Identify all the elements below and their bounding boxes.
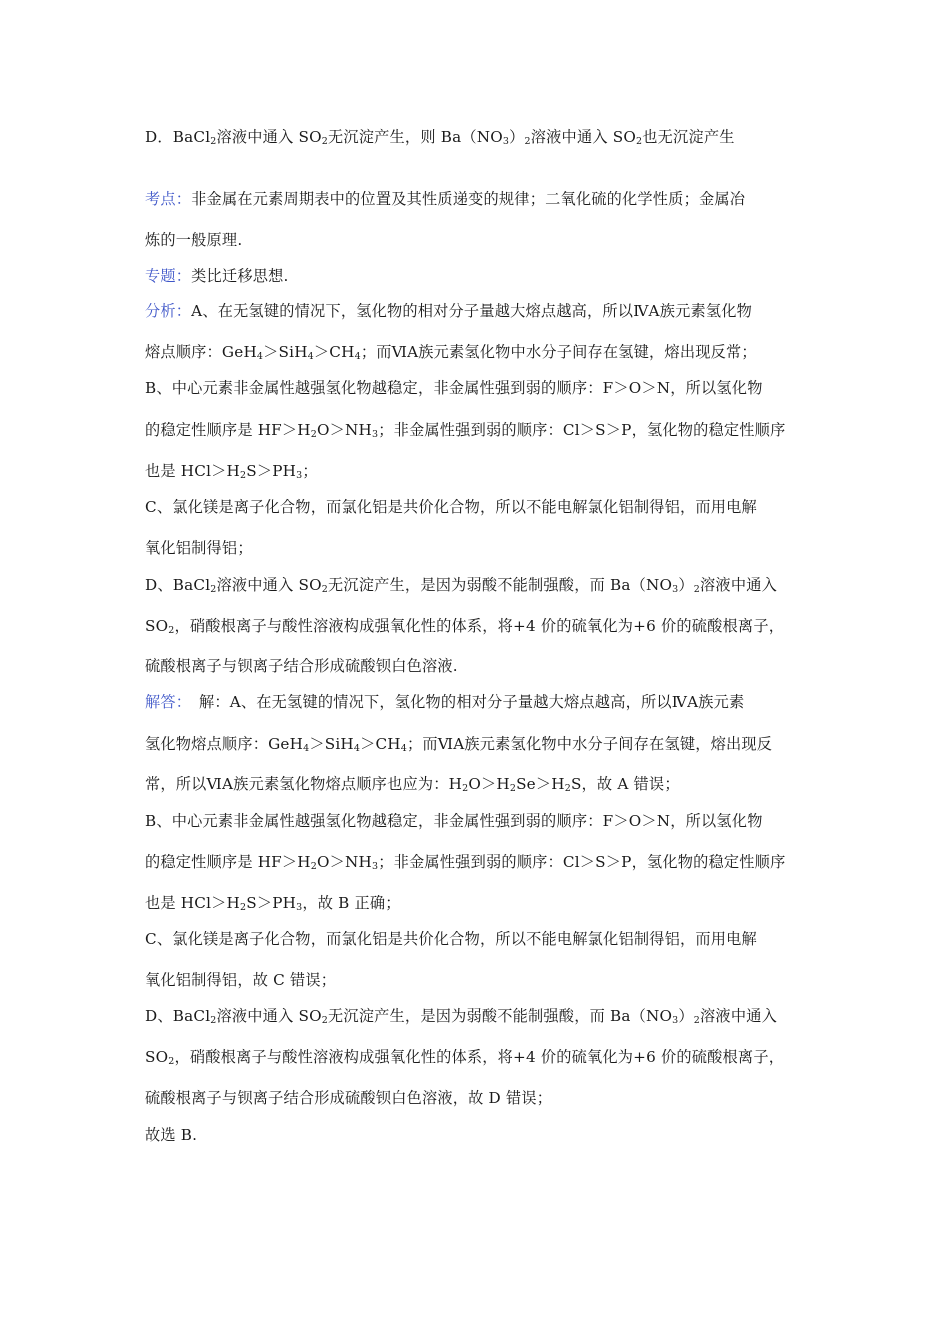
text: 解：A、在无氢键的情况下，氢化物的相对分子量越大熔点越高，所以ⅣA族元素 (183, 693, 745, 711)
jieda-line-6 (145, 893, 825, 913)
text: 类比迁移思想. (191, 267, 289, 285)
text: 溶液中通入 SO (216, 1007, 322, 1025)
subscript: 3 (296, 470, 303, 481)
text: ＞SiH (309, 735, 354, 753)
jieda-line-8 (145, 970, 825, 990)
subscript: 2 (321, 1015, 328, 1026)
zhuanti-label: 专题： (145, 267, 192, 285)
subscript: 2 (636, 136, 643, 147)
text: ＞SiH (263, 343, 308, 361)
kaodian-line-2 (145, 230, 825, 250)
subscript: 2 (524, 136, 531, 147)
text: 熔点顺序：GeH (145, 343, 257, 361)
subscript: 2 (310, 861, 318, 872)
text: D．BaCl (145, 128, 211, 146)
fenxi-line-10 (145, 656, 825, 676)
text: ，硝酸根离子与酸性溶液构成强氧化性的体系，将+4 价的硫氧化为+6 价的硫酸根离子， (174, 1048, 785, 1066)
subscript: 2 (693, 1015, 701, 1026)
subscript: 4 (303, 743, 310, 754)
text: ） (678, 1007, 694, 1025)
text: ＞CH (313, 343, 355, 361)
text: B、中心元素非金属性越强氢化物越稳定，非金属性强到弱的顺序：F＞O＞N，所以氢化物 (145, 379, 763, 397)
jieda-line-3 (145, 774, 825, 794)
subscript: 2 (310, 429, 318, 440)
text: ） (678, 576, 694, 594)
text: SO (145, 1048, 169, 1066)
subscript: 2 (210, 1015, 217, 1026)
subscript: 3 (502, 136, 510, 147)
fenxi-label: 分析： (145, 302, 192, 320)
text: S＞PH (246, 462, 297, 480)
subscript: 3 (372, 861, 379, 872)
text: D、BaCl (145, 1007, 211, 1025)
text: C、氯化镁是离子化合物，而氯化铝是共价化合物，所以不能电解氯化铝制得铝，而用电解 (145, 930, 757, 948)
text: C、氯化镁是离子化合物，而氯化铝是共价化合物，所以不能电解氯化铝制得铝，而用电解 (145, 498, 757, 516)
jieda-line-9 (145, 1006, 825, 1026)
text: 氧化铝制得铝； (145, 539, 253, 557)
text: B、中心元素非金属性越强氢化物越稳定，非金属性强到弱的顺序：F＞O＞N，所以氢化物 (145, 812, 763, 830)
subscript: 4 (400, 743, 407, 754)
text: 也是 HCl＞H (145, 894, 240, 912)
fenxi-line-4 (145, 420, 825, 440)
text: 无沉淀产生，则 Ba（NO (328, 128, 503, 146)
subscript: 3 (672, 1015, 679, 1026)
kaodian-line-1 (145, 189, 825, 209)
subscript: 4 (353, 743, 361, 754)
jieda-line-5 (145, 852, 825, 872)
text: 也无沉淀产生 (642, 128, 735, 146)
text: O＞NH (317, 421, 372, 439)
text: 也是 HCl＞H (145, 462, 240, 480)
text: A、在无氢键的情况下，氢化物的相对分子量越大熔点越高，所以ⅣA族元素氢化物 (191, 302, 753, 320)
text: 硫酸根离子与钡离子结合形成硫酸钡白色溶液，故 D 错误； (145, 1089, 553, 1107)
subscript: 4 (307, 351, 314, 362)
text: ，故 B 正确； (302, 894, 401, 912)
jieda-label: 解答： (145, 693, 184, 711)
text: 无沉淀产生，是因为弱酸不能制强酸，而 Ba（NO (328, 1007, 673, 1025)
subscript: 2 (321, 136, 328, 147)
text: D、BaCl (145, 576, 211, 594)
text: SO (145, 617, 169, 635)
subscript: 2 (564, 783, 571, 794)
text: 溶液中通入 (700, 576, 777, 594)
kaodian-label: 考点： (145, 190, 192, 208)
subscript: 4 (256, 351, 264, 362)
text: 溶液中通入 SO (216, 128, 322, 146)
text: ；非金属性强到弱的顺序：Cl＞S＞P，氢化物的稳定性顺序 (378, 421, 786, 439)
text: 的稳定性顺序是 HF＞H (145, 421, 311, 439)
text: 氢化物熔点顺序：GeH (145, 735, 304, 753)
jieda-line-2 (145, 734, 825, 754)
fenxi-line-8 (145, 575, 825, 595)
fenxi-line-9 (145, 616, 825, 636)
text: ；非金属性强到弱的顺序：Cl＞S＞P，氢化物的稳定性顺序 (378, 853, 786, 871)
fenxi-line-2 (145, 342, 825, 362)
text: 溶液中通入 (700, 1007, 777, 1025)
subscript: 2 (462, 783, 469, 794)
subscript: 2 (239, 902, 247, 913)
subscript: 2 (693, 584, 701, 595)
text: 硫酸根离子与钡离子结合形成硫酸钡白色溶液. (145, 657, 458, 675)
subscript: 2 (168, 1056, 175, 1067)
text: ；而ⅥA族元素氢化物中水分子间存在氢键，熔出现反常； (360, 343, 757, 361)
subscript: 2 (210, 136, 217, 147)
subscript: 3 (296, 902, 303, 913)
subscript: 4 (354, 351, 361, 362)
fenxi-line-7 (145, 538, 825, 558)
text: 无沉淀产生，是因为弱酸不能制强酸，而 Ba（NO (328, 576, 673, 594)
text: ＞CH (360, 735, 401, 753)
jieda-line-12 (145, 1125, 825, 1145)
text: ） (509, 128, 525, 146)
text: 故选 B. (145, 1126, 198, 1144)
text: S，故 A 错误； (570, 775, 680, 793)
text: 溶液中通入 SO (216, 576, 322, 594)
subscript: 3 (672, 584, 679, 595)
text: Se＞H (516, 775, 565, 793)
jieda-line-1 (145, 692, 825, 712)
fenxi-line-5 (145, 461, 825, 481)
subscript: 2 (509, 783, 517, 794)
text: 的稳定性顺序是 HF＞H (145, 853, 311, 871)
text: O＞H (468, 775, 510, 793)
option-d-line (145, 127, 825, 147)
fenxi-line-6 (145, 497, 825, 517)
jieda-line-11 (145, 1088, 825, 1108)
fenxi-line-3 (145, 378, 825, 398)
subscript: 3 (372, 429, 379, 440)
fenxi-line-1 (145, 301, 825, 321)
subscript: 2 (321, 584, 328, 595)
text: ；而ⅥA族元素氢化物中水分子间存在氢键，熔出现反 (406, 735, 773, 753)
text: 非金属在元素周期表中的位置及其性质递变的规律；二氧化硫的化学性质；金属冶 (191, 190, 746, 208)
text: 溶液中通入 SO (530, 128, 637, 146)
text: 常，所以ⅥA族元素氢化物熔点顺序也应为：H (145, 775, 463, 793)
text: ，硝酸根离子与酸性溶液构成强氧化性的体系，将+4 价的硫氧化为+6 价的硫酸根离子， (174, 617, 785, 635)
jieda-line-10 (145, 1047, 825, 1067)
text: 氧化铝制得铝，故 C 错误； (145, 971, 337, 989)
text: O＞NH (317, 853, 372, 871)
jieda-line-7 (145, 929, 825, 949)
zhuanti-line (145, 266, 825, 286)
subscript: 2 (210, 584, 217, 595)
jieda-line-4 (145, 811, 825, 831)
subscript: 2 (239, 470, 247, 481)
text: ； (302, 462, 318, 480)
subscript: 2 (168, 625, 175, 636)
text: S＞PH (246, 894, 297, 912)
text: 炼的一般原理. (145, 231, 243, 249)
